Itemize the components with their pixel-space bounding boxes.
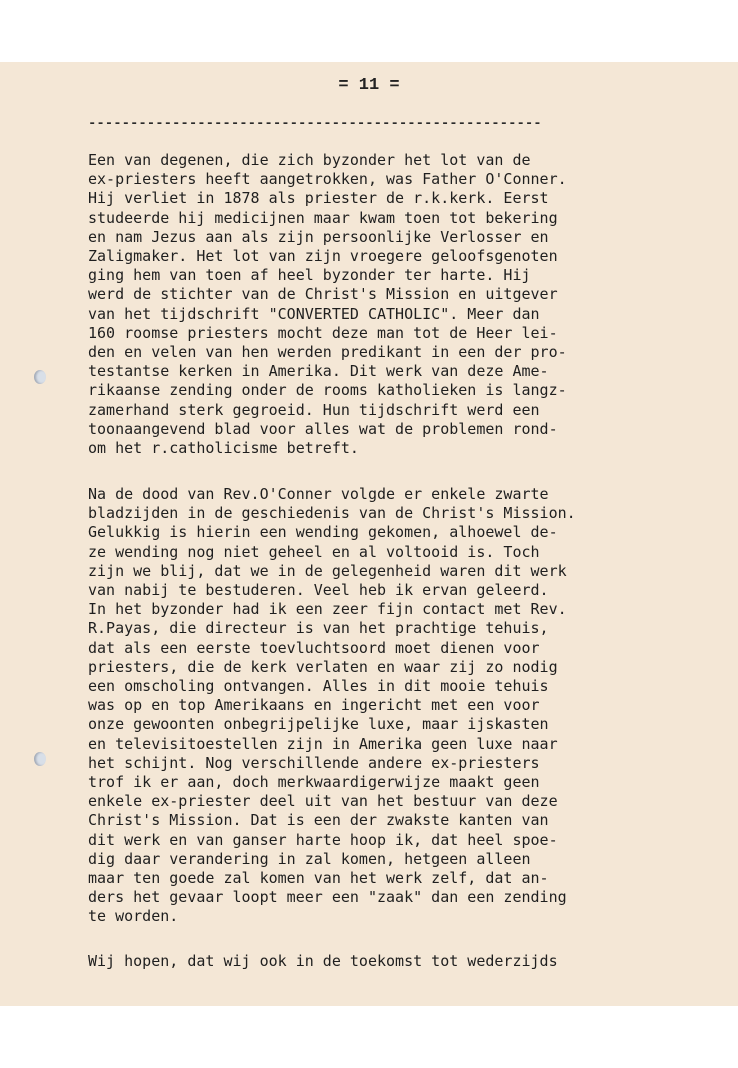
text-line: toonaangevend blad voor alles wat de problemen rond- [88, 419, 558, 438]
text-line: ze wending nog niet geheel en al voltooid is. Toch [88, 542, 540, 561]
text-line: den en velen van hen werden predikant in een der pro- [88, 343, 567, 362]
punch-hole-lower [34, 752, 46, 766]
text-line: testantse kerken in Amerika. Dit werk van deze Ame- [88, 362, 549, 381]
text-line: priesters, die de kerk verlaten en waar zij zo nodig [88, 657, 558, 676]
text-line: ging hem van toen af heel byzonder ter harte. Hij [88, 266, 531, 285]
text-line: 160 roomse priesters mocht deze man tot de Heer lei- [88, 323, 558, 342]
text-line: studeerde hij medicijnen maar kwam toen tot bekering [88, 208, 558, 227]
text-line: en nam Jezus aan als zijn persoonlijke Verlosser en [88, 227, 549, 246]
paragraph-1 [88, 151, 728, 458]
text-line: Wij hopen, dat wij ook in de toekomst tot wederzijds [88, 952, 558, 970]
text-line: Gelukkig is hierin een wending gekomen, alhoewel de- [88, 523, 558, 542]
text-line: zijn we blij, dat we in de gelegenheid waren dit werk [88, 561, 567, 580]
text-line: dit werk en van ganser harte hoop ik, dat heel spoe- [88, 830, 558, 849]
text-line: Hij verliet in 1878 als priester de r.k.kerk. Eerst [88, 189, 549, 208]
text-line: een omscholing ontvangen. Alles in dit mooie tehuis [88, 677, 549, 696]
paragraph-2 [88, 485, 728, 927]
text-line: van het tijdschrift "CONVERTED CATHOLIC". Meer dan [88, 304, 540, 323]
text-line: ex-priesters heeft aangetrokken, was Father O'Conner. [88, 170, 567, 189]
text-line: ders het gevaar loopt meer een "zaak" dan een zending [88, 888, 567, 907]
text-line: om het r.catholicisme betreft. [88, 439, 359, 458]
text-line: werd de stichter van de Christ's Mission en uitgever [88, 285, 558, 304]
text-line: en televisitoestellen zijn in Amerika geen luxe naar [88, 734, 558, 753]
text-line: Een van degenen, die zich byzonder het lot van de [88, 151, 531, 169]
text-line: Christ's Mission. Dat is een der zwakste kanten van [88, 811, 549, 830]
text-line: Na de dood van Rev.O'Conner volgde er enkele zwarte [88, 485, 549, 503]
text-line: In het byzonder had ik een zeer fijn contact met Rev. [88, 600, 567, 619]
text-line: Zaligmaker. Het lot van zijn vroegere geloofsgenoten [88, 247, 558, 266]
text-line: van nabij te bestuderen. Veel heb ik ervan geleerd. [88, 581, 549, 600]
text-line: bladzijden in de geschiedenis van de Christ's Mission. [88, 504, 576, 523]
page-number: = 11 = [338, 76, 400, 95]
text-line: enkele ex-priester deel uit van het bestuur van deze [88, 792, 558, 811]
text-line: trof ik er aan, doch merkwaardigerwijze maakt geen [88, 773, 540, 792]
text-line: zamerhand sterk gegroeid. Hun tijdschrift werd een [88, 400, 540, 419]
punch-hole-upper [34, 370, 46, 384]
text-line: dig daar verandering in zal komen, hetgeen alleen [88, 849, 531, 868]
text-line: maar ten goede zal komen van het werk zelf, dat an- [88, 869, 549, 888]
text-line: rikaanse zending onder de rooms katholieken is langz- [88, 381, 567, 400]
text-line: R.Payas, die directeur is van het prachtige tehuis, [88, 619, 549, 638]
text-line: dat als een eerste toevluchtsoord moet dienen voor [88, 638, 540, 657]
text-line: het schijnt. Nog verschillende andere ex-priesters [88, 753, 540, 772]
text-line: te worden. [88, 907, 179, 926]
separator-rule: ------------------------------------------------------ [88, 116, 542, 132]
paragraph-3 [88, 952, 728, 971]
text-line: onze gewoonten onbegrijpelijke luxe, maar ijskasten [88, 715, 549, 734]
text-line: was op en top Amerikaans en ingericht met een voor [88, 696, 540, 715]
